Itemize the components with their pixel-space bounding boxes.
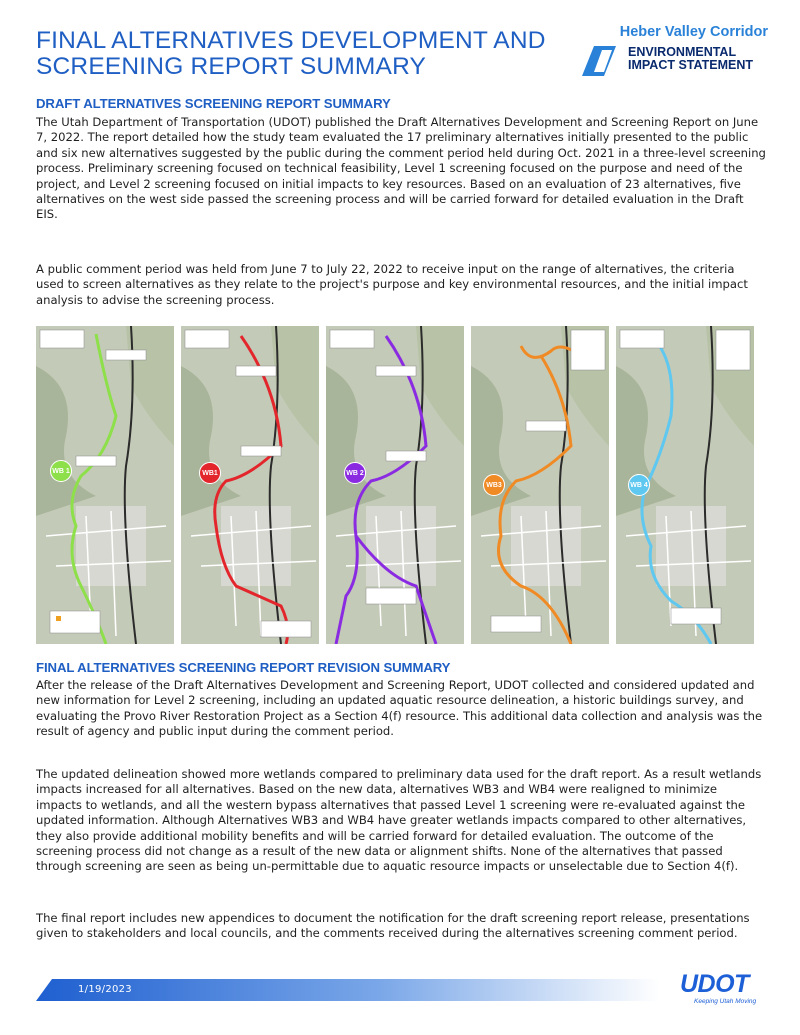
eis-brand-logo	[578, 24, 768, 80]
map-wb1-green-graphic	[36, 326, 174, 644]
final-revision-heading: FINAL ALTERNATIVES SCREENING REPORT REVISION SUMMARY	[36, 660, 451, 675]
udot-logo	[672, 970, 772, 1010]
alternative-badge: WB 4	[628, 474, 650, 496]
alternatives-maps	[36, 326, 764, 644]
brand-title	[628, 46, 768, 72]
map-wb2-purple-graphic	[326, 326, 464, 644]
final-revision-paragraph-2: The updated delineation showed more wetlands compared to preliminary data used for the draft report. As a result wetlands impacts increased for all alternatives. Based on the new data, alternatives WB3 and WB4 were realigned to minimize impacts to wetlands, and all the western bypass alternatives that passed Level 1 screening were re-evaluated against the updated information. Although Alternatives WB3 and WB4 have greater wetlands impacts compared to other alternatives, they also provide additional mobility benefits and will be carried forward for detailed evaluation. The outcome of the screening process did not change as a result of the new data or alignment shifts. None of the alternatives that passed through screening are seen as being un-permittable due to aquatic resource impacts or unselectable due to Section 4(f).	[36, 767, 762, 874]
brand-slash-icon	[582, 46, 616, 76]
alternative-badge: WB 2	[344, 462, 366, 484]
map-wb1-red	[181, 326, 319, 644]
brand-title-line1: ENVIRONMENTAL	[628, 45, 737, 59]
final-revision-paragraph-1: After the release of the Draft Alternatives Development and Screening Report, UDOT collected and considered updated and new information for Level 2 screening, including an updated aquatic resource delineation, a historic buildings survey, and evaluating the Provo River Restoration Project as a Section 4(f) resource. This additional data collection and analysis was the result of agency and public input during the comment period.	[36, 678, 763, 739]
alternative-badge: WB3	[483, 474, 505, 496]
udot-logo-tagline: Keeping Utah Moving	[694, 998, 757, 1005]
map-wb1-red-graphic	[181, 326, 319, 644]
draft-summary-paragraph-2: A public comment period was held from June 7 to July 22, 2022 to receive input on the range of alternatives, the criteria used to screen alternatives as they relate to the project's purpose and key environmental resources, and the initial impact analysis to advise the screening process.	[36, 262, 748, 307]
brand-title-line2: IMPACT STATEMENT	[628, 58, 753, 72]
map-wb4-blue	[616, 326, 754, 644]
page-title-line2: SCREENING REPORT SUMMARY	[36, 53, 427, 80]
page-title	[36, 28, 556, 80]
alternative-badge: WB 1	[50, 460, 72, 482]
final-revision-paragraph-3: The final report includes new appendices to document the notification for the draft screening report release, presentations given to stakeholders and local councils, and the comments received during the alternatives screening comment period.	[36, 911, 750, 941]
brand-subtitle: Heber Valley Corridor	[619, 24, 768, 40]
map-wb1-green	[36, 326, 174, 644]
draft-summary-paragraph-1: The Utah Department of Transportation (UDOT) published the Draft Alternatives Development and Screening Report on June 7, 2022. The report detailed how the study team evaluated the 17 preliminary alternatives initially presented to the public and six new alternatives suggested by the public during the comment period held during Oct. 2021 in a three-level screening process. Preliminary screening focused on technical feasibility, Level 1 screening focused on the purpose and need of the project, and Level 2 screening focused on initial impacts to key resources. Based on an evaluation of 23 alternatives, five alternatives on the west side passed the screening process and will be carried forward for detailed evaluation in the Draft EIS.	[36, 115, 766, 222]
footer-date: 1/19/2023	[78, 984, 132, 995]
map-wb3-orange	[471, 326, 609, 644]
draft-summary-heading: DRAFT ALTERNATIVES SCREENING REPORT SUMMARY	[36, 96, 391, 111]
udot-logo-text: UDOT	[680, 970, 749, 998]
map-wb2-purple	[326, 326, 464, 644]
page-title-line1: FINAL ALTERNATIVES DEVELOPMENT AND	[36, 27, 546, 54]
alternative-badge: WB1	[199, 462, 221, 484]
